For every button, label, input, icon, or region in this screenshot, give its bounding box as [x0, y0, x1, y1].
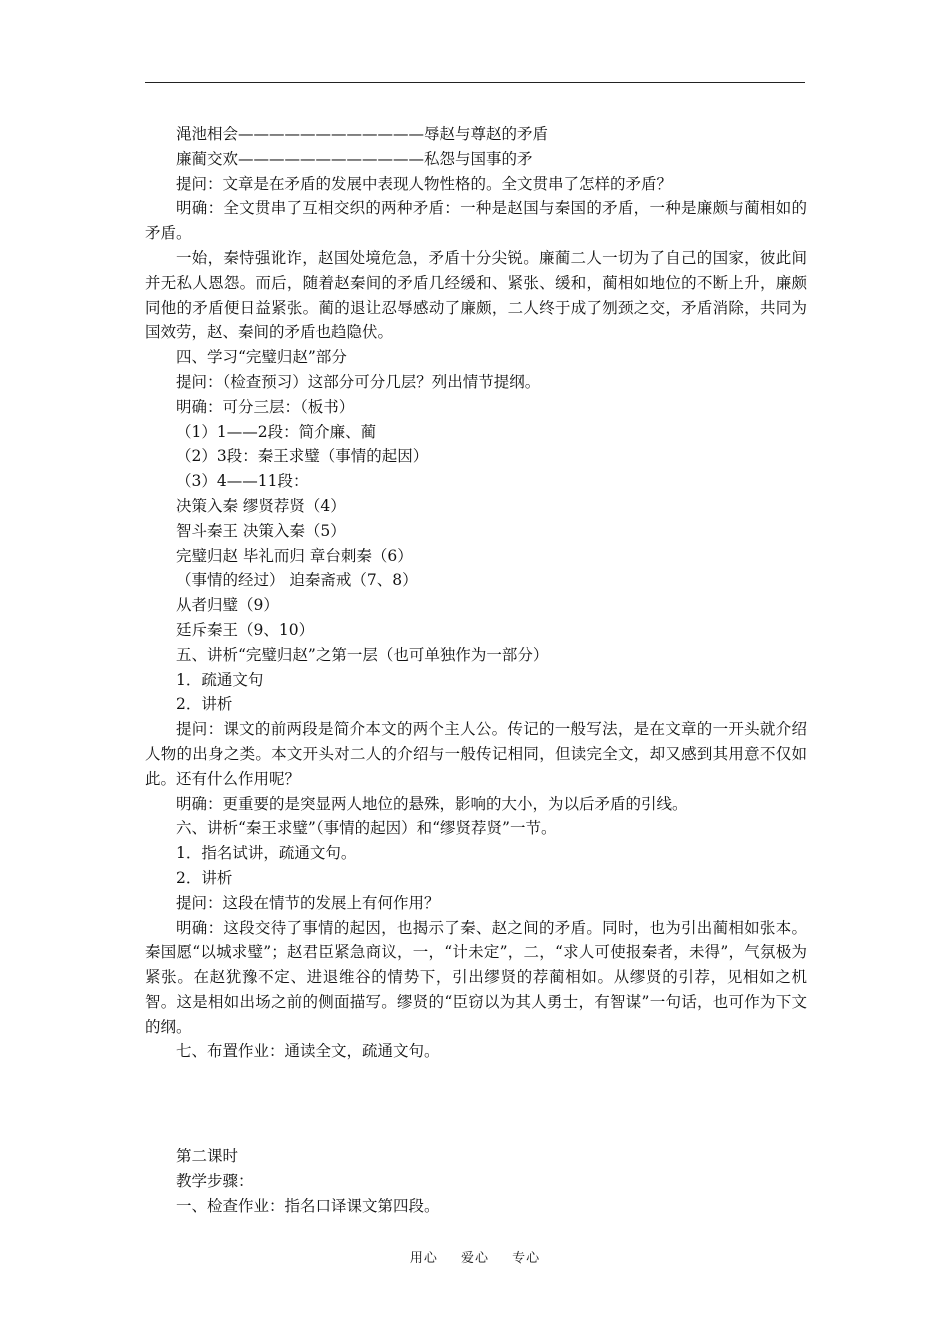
- section-heading: 六、讲析“秦王求璧”（事情的起因）和“缪贤荐贤”一节。: [176, 819, 557, 838]
- text-line: 提问：（检查预习）这部分可分几层？列出情节提纲。: [176, 372, 541, 391]
- text-line: 明确：更重要的是突显两人地位的悬殊，影响的大小，为以后矛盾的引线。: [176, 794, 688, 813]
- text-line: 一、检查作业：指名口译课文第四段。: [176, 1196, 440, 1215]
- outline-item: （事情的经过） 迫秦斋戒（7、8）: [176, 571, 418, 590]
- outline-item: （1）1——2段：简介廉、蔺: [176, 422, 377, 441]
- outline-item: 从者归璧（9）: [176, 596, 279, 615]
- outline-item: 决策入秦 缪贤荐贤（4）: [176, 496, 346, 515]
- paragraph: 一始，秦恃强讹诈，赵国处境危急，矛盾十分尖锐。廉蔺二人一切为了自己的国家，彼此间并无私人恩怨。而后，随着赵秦间的矛盾几经缓和、紧张、缓和，蔺相如地位的不断上升，廉颇同他的矛盾便日益紧张。蔺的退让忍辱感动了廉颇，二人终于成了刎颈之交，矛盾消除，共同为国效劳，赵、秦间的矛盾也趋隐伏。: [145, 248, 807, 342]
- text-line: 提问：这段在情节的发展上有何作用？: [176, 893, 440, 912]
- section-heading: 四、学习“完璧归赵”部分: [176, 348, 347, 367]
- text-line: 1．疏通文句: [176, 670, 264, 689]
- paragraph: 明确：全文贯串了互相交织的两种矛盾：一种是赵国与秦国的矛盾，一种是廉颇与蔺相如的矛盾。: [145, 199, 807, 243]
- text-line: 提问：文章是在矛盾的发展中表现人物性格的。全文贯串了怎样的矛盾？: [176, 174, 673, 193]
- outline-item: （3）4——11段：: [176, 472, 309, 491]
- outline-item: 智斗秦王 决策入秦（5）: [176, 521, 346, 540]
- outline-item: 廷斥秦王（9、10）: [176, 620, 315, 639]
- paragraph: 明确：这段交待了事情的起因，也揭示了秦、赵之间的矛盾。同时，也为引出蔺相如张本。秦国愿“以城求璧”；赵君臣紧急商议，一，“计未定”，二，“求人可使报秦者，未得”，气氛极为紧张。在赵犹豫不定、进退维谷的情势下，引出缪贤的荐蔺相如。从缪贤的引荐，见相如之机智。这是相如出场之前的侧面描写。缪贤的“臣窃以为其人勇士，有智谋”一句话，也可作为下文的纲。: [145, 918, 807, 1036]
- text-line: 1．指名试讲，疏通文句。: [176, 844, 357, 863]
- outline-item: 完璧归赵 毕礼而归 章台刺秦（6）: [176, 546, 413, 565]
- text-line: 教学步骤：: [176, 1172, 254, 1191]
- text-line: 2．讲析: [176, 695, 233, 714]
- blank-space: [145, 1064, 807, 1144]
- paragraph: 提问：课文的前两段是简介本文的两个主人公。传记的一般写法，是在文章的一开头就介绍人物的出身之类。本文开头对二人的介绍与一般传记相同，但读完全文，却又感到其用意不仅如此。还有什么作用呢？: [145, 720, 807, 788]
- document-body: [145, 122, 807, 1219]
- header-rule: [145, 82, 805, 83]
- text-line: 渑池相会————————————辱赵与尊赵的矛盾: [176, 125, 549, 143]
- text-line: 明确：可分三层：（板书）: [176, 397, 355, 416]
- section-heading: 七、布置作业：通读全文，疏通文句。: [176, 1042, 440, 1061]
- text-line: 廉蔺交欢————————————私怨与国事的矛: [176, 149, 533, 168]
- page-footer: 用心 爱心 专心: [409, 1251, 541, 1266]
- section-heading: 五、讲析“完璧归赵”之第一层（也可单独作为一部分）: [176, 645, 549, 664]
- outline-item: （2）3段：秦王求璧（事情的起因）: [176, 447, 429, 466]
- text-line: 2．讲析: [176, 868, 233, 887]
- lesson-heading: 第二课时: [176, 1147, 239, 1166]
